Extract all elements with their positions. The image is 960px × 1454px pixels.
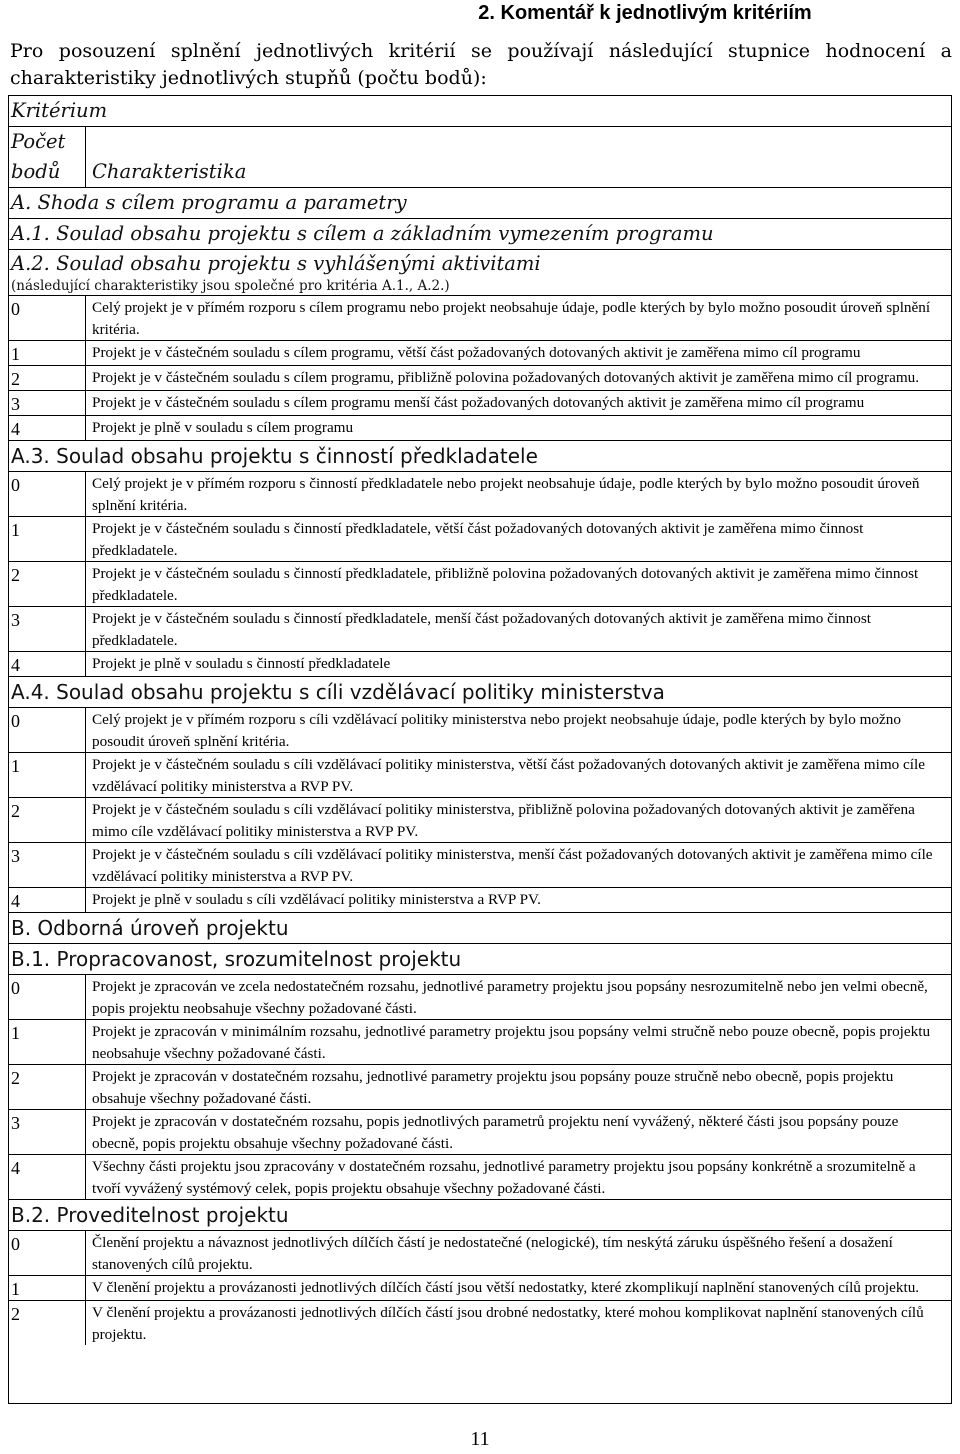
section-a3 (9, 440, 951, 676)
score-row (9, 340, 951, 365)
section-title: A. Shoda s cílem programu a parametry (11, 191, 407, 214)
score-value: 3 (11, 846, 20, 866)
score-row (9, 561, 951, 606)
score-value: 3 (11, 610, 20, 630)
score-value: 2 (11, 801, 20, 821)
section-title: A.4. Soulad obsahu projektu s cíli vzdělávací politiky ministerstva (11, 680, 665, 704)
score-description: Projekt je plně v souladu s činností předkladatele (85, 652, 951, 676)
score-description: Projekt je plně v souladu s cílem programu (85, 416, 951, 440)
score-value: 3 (11, 394, 20, 414)
criterion-b1: B.1. Propracovanost, srozumitelnost projektu (9, 943, 951, 974)
header-bodu: bodů (11, 160, 61, 183)
criterion-note: (následující charakteristiky jsou společné pro kritéria A.1., A.2.) (11, 278, 450, 294)
score-value: 1 (11, 1279, 20, 1299)
section-b (9, 912, 951, 1199)
score-description: Projekt je zpracován v dostatečném rozsahu, jednotlivé parametry projektu jsou popsány pouze stručně nebo obecně, popis projektu obsahuje všechny požadované části. (85, 1065, 951, 1109)
score-value: 3 (11, 1113, 20, 1133)
header-kriterium: Kritérium (11, 99, 108, 122)
score-value: 1 (11, 520, 20, 540)
score-description: Projekt je v částečném souladu s činností předkladatele, menší část požadovaných dotovaných aktivit je zaměřena mimo činnost předkladatele. (85, 607, 951, 651)
score-row (9, 295, 951, 340)
page-heading: 2. Komentář k jednotlivým kritériím (478, 2, 812, 24)
score-row (9, 471, 951, 516)
section-title: B.2. Proveditelnost projektu (11, 1203, 289, 1227)
score-description: V členění projektu a provázanosti jednotlivých dílčích částí jsou drobné nedostatky, které mohou komplikovat naplnění stanovených cílů projektu. (85, 1301, 951, 1345)
score-value: 0 (11, 1234, 20, 1254)
score-row (9, 390, 951, 415)
score-description: Celý projekt je v přímém rozporu s cíli vzdělávací politiky ministerstva nebo projekt neobsahuje údaje, podle kterých by bylo možno posoudit úroveň splnění kritéria. (85, 708, 951, 752)
score-description: Projekt je v částečném souladu s činností předkladatele, přibližně polovina požadovaných dotovaných aktivit je zaměřena mimo činnost předkladatele. (85, 562, 951, 606)
score-row (9, 606, 951, 651)
score-description: Projekt je v částečném souladu s cíli vzdělávací politiky ministerstva, menší část požadovaných dotovaných aktivit je zaměřena mimo cíle vzdělávací politiky ministerstva a RVP PV. (85, 843, 951, 887)
table-header (9, 96, 951, 187)
score-row (9, 974, 951, 1019)
criterion-a2: A.2. Soulad obsahu projektu s vyhlášenými aktivitami (9, 249, 951, 277)
section-a (9, 187, 951, 440)
score-value: 0 (11, 711, 20, 731)
score-row (9, 707, 951, 752)
score-row (9, 365, 951, 390)
score-description: Projekt je plně v souladu s cíli vzdělávací politiky ministerstva a RVP PV. (85, 888, 951, 912)
score-description: Projekt je zpracován ve zcela nedostatečném rozsahu, jednotlivé parametry projektu jsou popsány nesrozumitelně nebo jen velmi obecně, popis projektu neobsahuje všechny požadované části. (85, 975, 951, 1019)
score-row (9, 1064, 951, 1109)
score-description: Členění projektu a návaznost jednotlivých dílčích částí je nedostatečné (nelogické), tím neskýtá záruku úspěšného řešení a dosažení stanovených cílů projektu. (85, 1231, 951, 1275)
score-description: Projekt je v částečném souladu s cílem programu menší část požadovaných dotovaných aktivit je zaměřena mimo cíl programu (85, 391, 951, 415)
score-value: 1 (11, 1023, 20, 1043)
score-value: 1 (11, 756, 20, 776)
score-description: Projekt je zpracován v dostatečném rozsahu, popis jednotlivých parametrů projektu není vyvážený, některé části jsou popsány pouze obecně, popis projektu obsahuje všechny požadované části. (85, 1110, 951, 1154)
score-row (9, 1300, 951, 1345)
score-row (9, 797, 951, 842)
criteria-table (8, 95, 952, 1404)
score-value: 2 (11, 369, 20, 389)
score-value: 4 (11, 891, 20, 911)
score-description: Projekt je v částečném souladu s cílem programu, přibližně polovina požadovaných dotovaných aktivit je zaměřena mimo cíl programu. (85, 366, 951, 390)
section-a4 (9, 676, 951, 912)
score-description: Projekt je v částečném souladu s činností předkladatele, větší část požadovaných dotovaných aktivit je zaměřena mimo činnost předkladatele. (85, 517, 951, 561)
score-row (9, 516, 951, 561)
score-row (9, 1154, 951, 1199)
score-row (9, 1109, 951, 1154)
score-row (9, 1230, 951, 1275)
score-description: V členění projektu a provázanosti jednotlivých dílčích částí jsou větší nedostatky, které zkomplikují naplnění stanovených cílů projektu. (85, 1276, 951, 1300)
score-row (9, 1275, 951, 1300)
score-value: 0 (11, 978, 20, 998)
score-row (9, 842, 951, 887)
score-value: 2 (11, 1304, 20, 1324)
section-title: B. Odborná úroveň projektu (11, 916, 289, 940)
header-charakteristika: Charakteristika (85, 157, 951, 187)
intro-paragraph: Pro posouzení splnění jednotlivých kritérií se používají následující stupnice hodnocení a charakteristiky jednotlivých stupňů (počtu bodů): (10, 40, 952, 89)
score-row (9, 1019, 951, 1064)
score-description: Celý projekt je v přímém rozporu s činností předkladatele nebo projekt neobsahuje údaje, podle kterých by bylo možno posoudit úroveň splnění kritéria. (85, 472, 951, 516)
criterion-a1: A.1. Soulad obsahu projektu s cílem a základním vymezením programu (9, 218, 951, 249)
score-value: 4 (11, 655, 20, 675)
score-value: 4 (11, 1158, 20, 1178)
score-row (9, 752, 951, 797)
score-value: 0 (11, 299, 20, 319)
score-value: 4 (11, 419, 20, 439)
score-value: 2 (11, 565, 20, 585)
score-description: Projekt je v částečném souladu s cíli vzdělávací politiky ministerstva, větší část požadovaných dotovaných aktivit je zaměřena mimo cíle vzdělávací politiky ministerstva a RVP PV. (85, 753, 951, 797)
score-value: 2 (11, 1068, 20, 1088)
section-title: A.3. Soulad obsahu projektu s činností předkladatele (11, 444, 538, 468)
score-value: 0 (11, 475, 20, 495)
score-row (9, 415, 951, 440)
score-row (9, 887, 951, 912)
score-description: Všechny části projektu jsou zpracovány v dostatečném rozsahu, jednotlivé parametry projektu jsou popsány konkrétně a srozumitelně a tvoří vyvážený systémový celek, popis projektu obsahuje všechny požadované části. (85, 1155, 951, 1199)
score-value: 1 (11, 344, 20, 364)
score-description: Celý projekt je v přímém rozporu s cílem programu nebo projekt neobsahuje údaje, podle kterých by bylo možno posoudit úroveň splnění kritéria. (85, 296, 951, 340)
header-pocet: Počet (11, 130, 66, 153)
score-description: Projekt je v částečném souladu s cíli vzdělávací politiky ministerstva, přibližně polovina požadovaných dotovaných aktivit je zaměřena mimo cíle vzdělávací politiky ministerstva a RVP PV. (85, 798, 951, 842)
score-row (9, 651, 951, 676)
page-number: 11 (470, 1428, 490, 1450)
score-description: Projekt je zpracován v minimálním rozsahu, jednotlivé parametry projektu jsou popsány velmi stručně nebo pouze obecně, popis projektu neobsahuje všechny požadované části. (85, 1020, 951, 1064)
score-description: Projekt je v částečném souladu s cílem programu, větší část požadovaných dotovaných aktivit je zaměřena mimo cíl programu (85, 341, 951, 365)
section-b2 (9, 1199, 951, 1345)
